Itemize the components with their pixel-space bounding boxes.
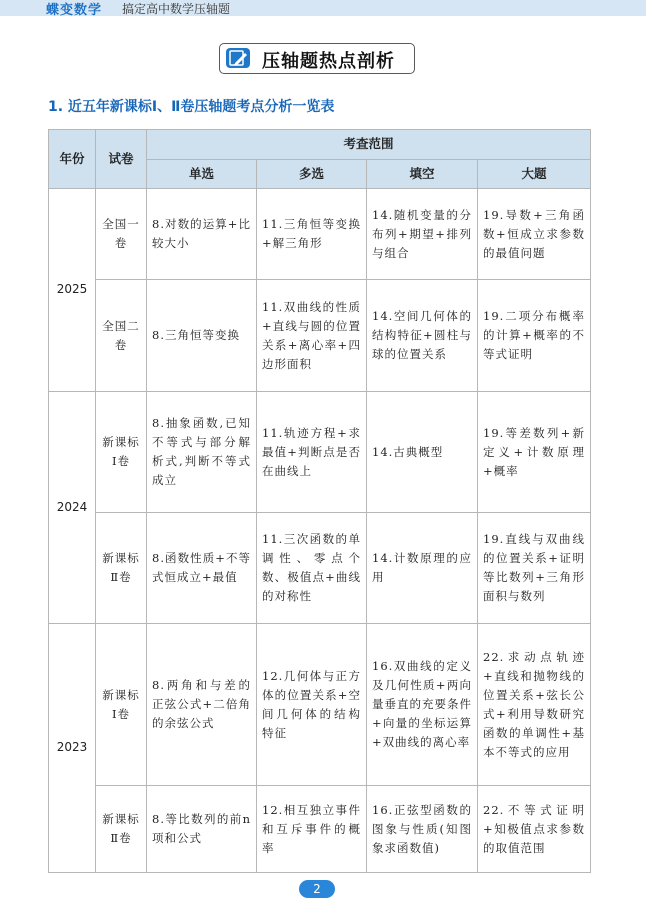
top-bar	[0, 0, 646, 16]
table-row	[49, 189, 591, 280]
fill-cell: 14.空间几何体的结构特征+圆柱与球的位置关系	[367, 280, 478, 392]
single-cell: 8.两角和与差的正弦公式+二倍角的余弦公式	[147, 624, 257, 786]
exam-analysis-table	[48, 129, 591, 873]
year-cell: 2024	[49, 392, 96, 624]
essay-cell: 22.求动点轨迹+直线和抛物线的位置关系+弦长公式+利用导数研究函数的单调性+基本不等式的应用	[478, 624, 591, 786]
single-cell: 8.等比数列的前n项和公式	[147, 786, 257, 873]
header-year: 年份	[49, 130, 96, 189]
table-row	[49, 280, 591, 392]
table-row	[49, 624, 591, 786]
paper-cell: 全国二卷	[96, 280, 147, 392]
multi-cell: 11.双曲线的性质+直线与圆的位置关系+离心率+四边形面积	[257, 280, 367, 392]
multi-cell: 11.三角恒等变换+解三角形	[257, 189, 367, 280]
single-cell: 8.三角恒等变换	[147, 280, 257, 392]
header-essay: 大题	[478, 159, 591, 189]
fill-cell: 14.计数原理的应用	[367, 513, 478, 624]
section-title: 压轴题热点剖析	[262, 51, 395, 72]
table-row	[49, 786, 591, 873]
fill-cell: 16.双曲线的定义及几何性质+两向量垂直的充要条件+向量的坐标运算+双曲线的离心率	[367, 624, 478, 786]
paper-cell: 全国一卷	[96, 189, 147, 280]
fill-cell: 14.随机变量的分布列+期望+排列与组合	[367, 189, 478, 280]
fill-cell: 14.古典概型	[367, 392, 478, 513]
multi-cell: 11.三次函数的单调性、零点个数、极值点+曲线的对称性	[257, 513, 367, 624]
essay-cell: 19.直线与双曲线的位置关系+证明等比数列+三角形面积与数列	[478, 513, 591, 624]
year-cell: 2023	[49, 624, 96, 873]
paper-cell: 新课标Ⅱ卷	[96, 786, 147, 873]
year-cell: 2025	[49, 189, 96, 392]
header-fill: 填空	[367, 159, 478, 189]
paper-cell: 新课标Ⅰ卷	[96, 392, 147, 513]
multi-cell: 11.轨迹方程+求最值+判断点是否在曲线上	[257, 392, 367, 513]
essay-cell: 19.等差数列+新定义+计数原理+概率	[478, 392, 591, 513]
header-paper: 试卷	[96, 130, 147, 189]
book-subtitle: 搞定高中数学压轴题	[122, 2, 231, 16]
fill-cell: 16.正弦型函数的图象与性质(知图象求函数值)	[367, 786, 478, 873]
multi-cell: 12.几何体与正方体的位置关系+空间几何体的结构特征	[257, 624, 367, 786]
table-caption: 1. 近五年新课标Ⅰ、Ⅱ卷压轴题考点分析一览表	[48, 99, 335, 115]
table-row	[49, 392, 591, 513]
essay-cell: 22.不等式证明+知极值点求参数的取值范围	[478, 786, 591, 873]
brand-logo: 蝶变数学	[46, 3, 103, 18]
header-scope: 考查范围	[147, 130, 591, 160]
section-banner	[219, 43, 415, 74]
single-cell: 8.对数的运算+比较大小	[147, 189, 257, 280]
single-cell: 8.函数性质+不等式恒成立+最值	[147, 513, 257, 624]
paper-cell: 新课标Ⅰ卷	[96, 624, 147, 786]
single-cell: 8.抽象函数,已知不等式与部分解析式,判断不等式成立	[147, 392, 257, 513]
essay-cell: 19.导数+三角函数+恒成立求参数的最值问题	[478, 189, 591, 280]
multi-cell: 12.相互独立事件和互斥事件的概率	[257, 786, 367, 873]
header-single: 单选	[147, 159, 257, 189]
page-number: 2	[299, 880, 335, 898]
essay-cell: 19.二项分布概率的计算+概率的不等式证明	[478, 280, 591, 392]
table-row	[49, 513, 591, 624]
pencil-icon	[226, 48, 250, 68]
header-multi: 多选	[257, 159, 367, 189]
paper-cell: 新课标Ⅱ卷	[96, 513, 147, 624]
